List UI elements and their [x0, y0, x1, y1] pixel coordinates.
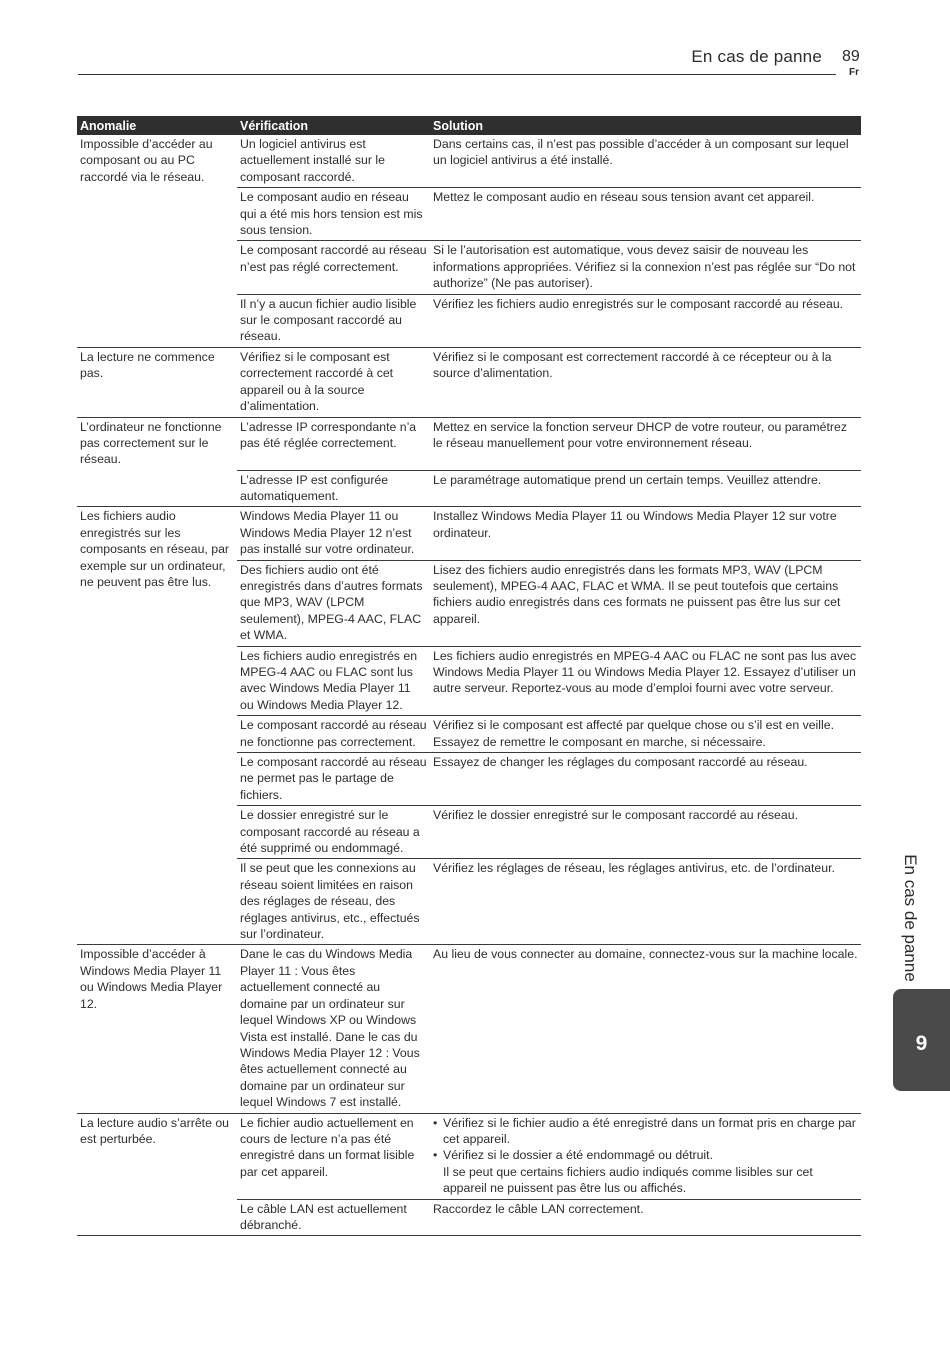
verification-cell: Le dossier enregistré sur le composant raccordé au réseau a été supprimé ou endommagé. — [237, 806, 430, 859]
solution-cell: Le paramétrage automatique prend un certain temps. Veuillez attendre. — [430, 470, 861, 507]
solution-note: Il se peut que certains fichiers audio indiqués comme lisibles sur cet appareil ne puissent pas être lus ou affichés. — [443, 1164, 813, 1196]
solution-cell: Vérifiez le dossier enregistré sur le composant raccordé au réseau. — [430, 806, 861, 859]
header-section-title: En cas de panne — [691, 47, 822, 66]
solution-cell: Vérifiez les fichiers audio enregistrés sur le composant raccordé au réseau. — [430, 294, 861, 347]
solution-bullet-list — [433, 1115, 858, 1164]
anomaly-cell: Les fichiers audio enregistrés sur les composants en réseau, par exemple sur un ordinateur, ne peuvent pas être lus. — [77, 507, 237, 945]
solution-cell: Vérifiez si le composant est affecté par quelque chose ou s’il est en veille. Essayez de remettre le composant en marche, si nécessaire. — [430, 716, 861, 753]
column-header-solution: Solution — [430, 116, 861, 135]
solution-cell: Mettez en service la fonction serveur DHCP de votre routeur, ou paramétrez le réseau manuellement pour votre environnement réseau. — [430, 417, 861, 470]
verification-cell: Les fichiers audio enregistrés en MPEG-4 AAC ou FLAC sont lus avec Windows Media Player 11 ou Windows Media Player 12. — [237, 646, 430, 716]
solution-cell: Dans certains cas, il n’est pas possible d’accéder à un composant sur lequel un logiciel antivirus a été installé. — [430, 135, 861, 188]
table-header-row — [77, 116, 861, 135]
anomaly-cell: La lecture ne commence pas. — [77, 347, 237, 417]
verification-cell: Le composant raccordé au réseau ne fonctionne pas correctement. — [237, 716, 430, 753]
verification-cell: Le composant raccordé au réseau n’est pas réglé correctement. — [237, 241, 430, 294]
solution-bullet: • Vérifiez si le fichier audio a été enregistré dans un format pris en charge par cet appareil. — [433, 1115, 858, 1148]
solution-cell: Installez Windows Media Player 11 ou Windows Media Player 12 sur votre ordinateur. — [430, 507, 861, 560]
verification-cell: Il n’y a aucun fichier audio lisible sur le composant raccordé au réseau. — [237, 294, 430, 347]
anomaly-cell: L’ordinateur ne fonctionne pas correctement sur le réseau. — [77, 417, 237, 507]
solution-cell: Lisez des fichiers audio enregistrés dans les formats MP3, WAV (LPCM seulement), MPEG-4 AAC, FLAC et WMA. Il se peut toutefois que certains fichiers audio enregistrés dans ces formats ne puissent pas être lus sur cet appareil. — [430, 560, 861, 646]
verification-cell: Le composant raccordé au réseau ne permet pas le partage de fichiers. — [237, 753, 430, 806]
page-number: 89 — [842, 48, 860, 65]
anomaly-cell: Impossible d’accéder au composant ou au PC raccordé via le réseau. — [77, 135, 237, 347]
solution-cell: Vérifiez les réglages de réseau, les réglages antivirus, etc. de l’ordinateur. — [430, 859, 861, 945]
verification-cell: Il se peut que les connexions au réseau soient limitées en raison des réglages de réseau, des réglages antivirus, etc., effectués sur l’ordinateur. — [237, 859, 430, 945]
solution-cell — [430, 1113, 861, 1199]
table-row — [77, 417, 861, 470]
solution-cell: Essayez de changer les réglages du composant raccordé au réseau. — [430, 753, 861, 806]
verification-cell: L’adresse IP est configurée automatiquement. — [237, 470, 430, 507]
table-row — [77, 945, 861, 1113]
solution-cell: Mettez le composant audio en réseau sous tension avant cet appareil. — [430, 188, 861, 241]
table-row — [77, 135, 861, 188]
solution-cell: Si le l’autorisation est automatique, vous devez saisir de nouveau les informations appropriées. Vérifiez si la connexion n’est pas réglée sur “Do not authorize” (Ne pas autoriser). — [430, 241, 861, 294]
chapter-tab — [893, 989, 950, 1091]
table-row — [77, 347, 861, 417]
anomaly-cell: La lecture audio s’arrête ou est perturbée. — [77, 1113, 237, 1236]
header-rule — [78, 74, 836, 75]
verification-cell: Le câble LAN est actuellement débranché. — [237, 1199, 430, 1236]
solution-cell: Au lieu de vous connecter au domaine, connectez-vous sur la machine locale. — [430, 945, 861, 1113]
verification-cell: Vérifiez si le composant est correctement raccordé à cet appareil ou à la source d’alimentation. — [237, 347, 430, 417]
anomaly-cell: Impossible d’accéder à Windows Media Player 11 ou Windows Media Player 12. — [77, 945, 237, 1113]
troubleshooting-table — [77, 116, 861, 1236]
verification-cell: Le fichier audio actuellement en cours de lecture n’a pas été enregistré dans un format lisible par cet appareil. — [237, 1113, 430, 1199]
verification-cell: L’adresse IP correspondante n’a pas été réglée correctement. — [237, 417, 430, 470]
verification-cell: Des fichiers audio ont été enregistrés dans d’autres formats que MP3, WAV (LPCM seulement), MPEG-4 AAC, FLAC et WMA. — [237, 560, 430, 646]
table-row — [77, 1113, 861, 1199]
verification-cell: Windows Media Player 11 ou Windows Media Player 12 n’est pas installé sur votre ordinateur. — [237, 507, 430, 560]
table-row — [77, 507, 861, 560]
solution-bullet: • Vérifiez si le dossier a été endommagé ou détruit. — [433, 1147, 858, 1163]
side-section-label-text: En cas de panne — [901, 854, 920, 982]
verification-cell: Un logiciel antivirus est actuellement installé sur le composant raccordé. — [237, 135, 430, 188]
chapter-number: 9 — [915, 1032, 928, 1055]
solution-cell: Les fichiers audio enregistrés en MPEG-4 AAC ou FLAC ne sont pas lus avec Windows Media Player 11 ou Windows Media Player 12. Essayez d’utiliser un autre serveur. Reportez-vous au mode d’emploi fourni avec votre serveur. — [430, 646, 861, 716]
solution-cell: Vérifiez si le composant est correctement raccordé à ce récepteur ou à la source d’alimentation. — [430, 347, 861, 417]
solution-cell: Raccordez le câble LAN correctement. — [430, 1199, 861, 1236]
side-section-label — [886, 853, 934, 983]
verification-cell: Le composant audio en réseau qui a été mis hors tension est mis sous tension. — [237, 188, 430, 241]
column-header-verification: Vérification — [237, 116, 430, 135]
verification-cell: Dane le cas du Windows Media Player 11 : Vous êtes actuellement connecté au domaine par un ordinateur sur lequel Windows XP ou Windows Vista est installé. Dane le cas du Windows Media Player 12 : Vous êtes actuellement connecté au domaine par un ordinateur sur lequel Windows 7 est installé. — [237, 945, 430, 1113]
column-header-anomalie: Anomalie — [77, 116, 237, 135]
language-code: Fr — [849, 67, 859, 78]
